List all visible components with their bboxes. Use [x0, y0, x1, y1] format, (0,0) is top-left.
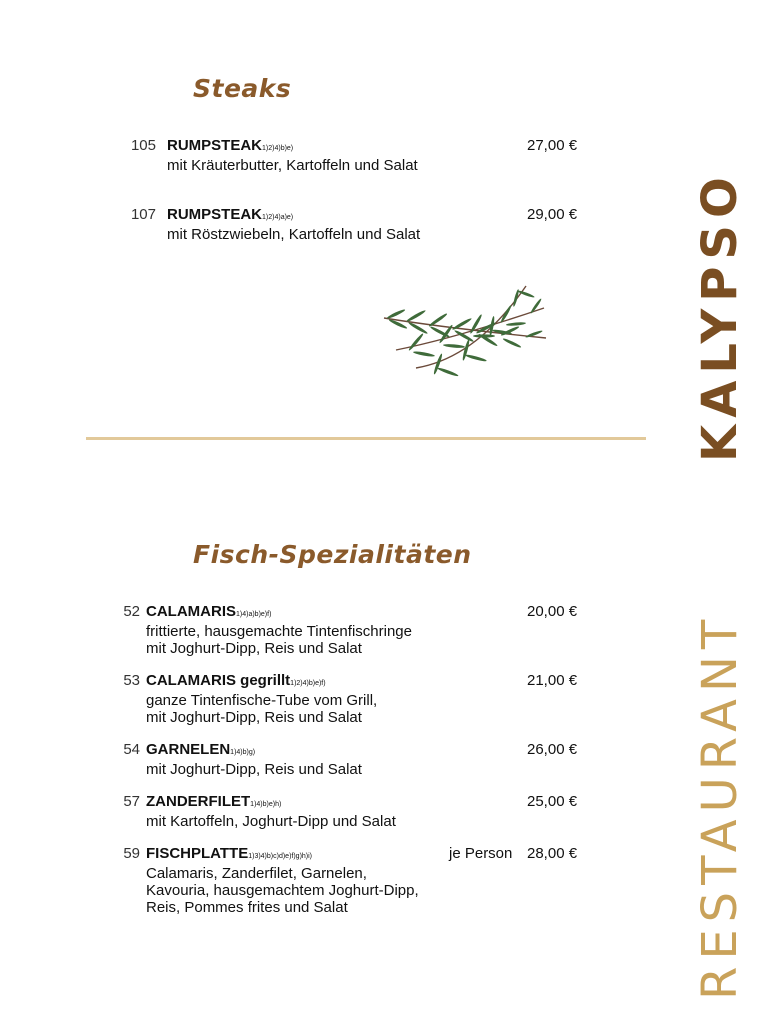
item-description: Kavouria, hausgemachtem Joghurt-Dipp, — [146, 882, 419, 899]
fish-title: Fisch-Spezialitäten — [193, 540, 472, 569]
item-allergens: 1)2)4)b)e)f) — [290, 680, 326, 687]
item-allergens: 1)4)b)g) — [230, 749, 256, 756]
item-price: 21,00 € — [527, 672, 578, 689]
section-divider — [86, 437, 646, 440]
item-name: FISCHPLATTE — [146, 845, 249, 862]
item-price: 26,00 € — [527, 741, 578, 758]
item-number: 52 — [123, 603, 140, 620]
item-description: mit Joghurt-Dipp, Reis und Salat — [146, 761, 362, 778]
brand-vertical — [690, 0, 748, 1024]
item-name: ZANDERFILET — [146, 793, 251, 810]
item-price: 28,00 € — [527, 845, 578, 862]
item-allergens: 1)2)4)b)e) — [262, 145, 294, 152]
item-description: frittierte, hausgemachte Tintenfischringe — [146, 623, 412, 640]
item-description: ganze Tintenfische-Tube vom Grill, — [146, 692, 378, 709]
item-number: 57 — [123, 793, 140, 810]
item-number: 59 — [123, 845, 140, 862]
item-description: mit Joghurt-Dipp, Reis und Salat — [146, 709, 362, 726]
item-number: 105 — [130, 137, 156, 154]
item-number: 54 — [123, 741, 140, 758]
item-name: CALAMARIS gegrillt — [146, 672, 291, 689]
item-description: Reis, Pommes frites und Salat — [146, 899, 348, 916]
item-number: 53 — [123, 672, 140, 689]
item-price: 20,00 € — [527, 603, 578, 620]
brand-word-kalypso: KALYPSO — [692, 170, 748, 462]
item-allergens: 1)3)4)b)c)d)e)f)g)h)i) — [248, 853, 313, 860]
item-price: 27,00 € — [527, 137, 578, 154]
item-description: mit Joghurt-Dipp, Reis und Salat — [146, 640, 362, 657]
item-description: mit Kartoffeln, Joghurt-Dipp und Salat — [146, 813, 396, 830]
item-price: 25,00 € — [527, 793, 578, 810]
brand-word-restaurant: RESTAURANT — [692, 612, 748, 1000]
rosemary-image — [376, 268, 556, 396]
item-price: 29,00 € — [527, 206, 578, 223]
steaks-title: Steaks — [193, 74, 292, 103]
item-name: RUMPSTEAK — [167, 206, 263, 223]
item-allergens: 1)4)b)e)h) — [250, 801, 282, 808]
item-number: 107 — [130, 206, 156, 223]
item-name: GARNELEN — [146, 741, 231, 758]
item-name: RUMPSTEAK — [167, 137, 263, 154]
item-allergens: 1)2)4)a)e) — [262, 214, 294, 221]
item-description: Calamaris, Zanderfilet, Garnelen, — [146, 865, 367, 882]
item-name: CALAMARIS — [146, 603, 236, 620]
item-description: mit Kräuterbutter, Kartoffeln und Salat — [167, 157, 418, 174]
per-person-label: je Person — [449, 845, 513, 862]
item-allergens: 1)4)a)b)e)f) — [236, 611, 272, 618]
item-description: mit Röstzwiebeln, Kartoffeln und Salat — [167, 226, 421, 243]
